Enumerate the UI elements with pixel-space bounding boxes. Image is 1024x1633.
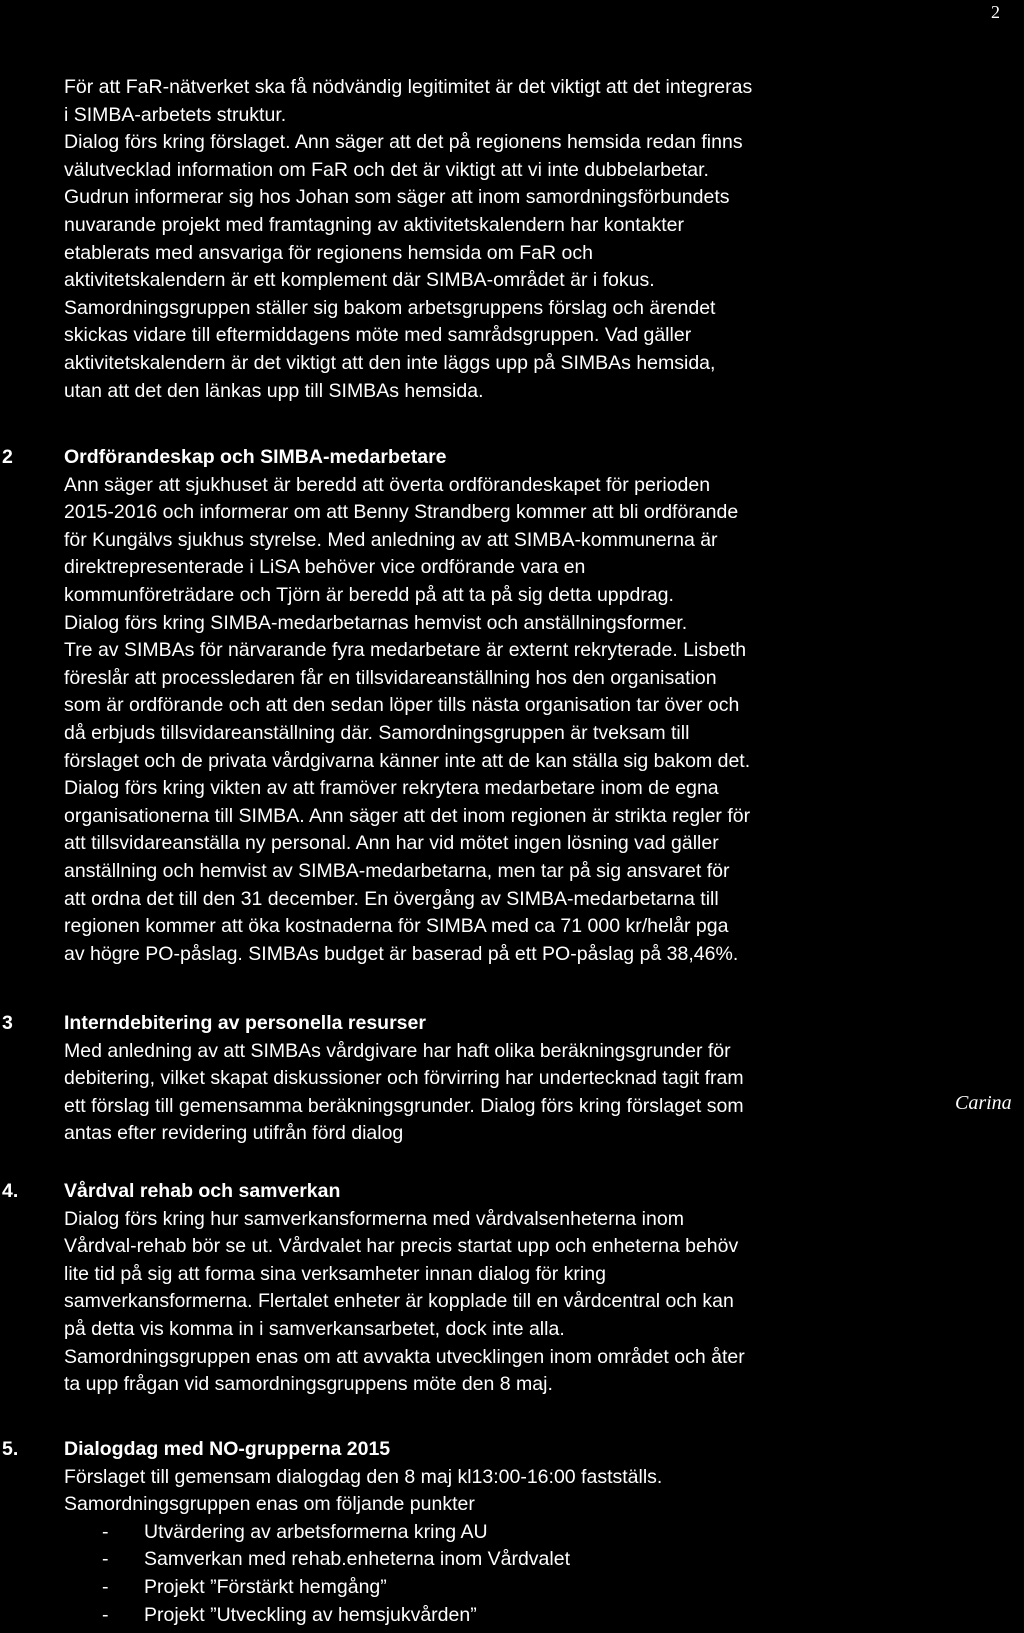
list-item: - Projekt ”Förstärkt hemgång” xyxy=(102,1575,387,1598)
section-5 xyxy=(2,1436,944,1629)
section-title: Interndebitering av personella resurser xyxy=(64,1012,426,1034)
section-body: Ann säger att sjukhuset är beredd att överta ordförandeskapet för perioden 2015-2016 och informerar om att Benny Strandberg kommer att bli ordförande för Kungälvs sjukhus styrelse. Med anledning av att SIMBA-kommunerna är direktrepresenterade i LiSA behöver vice ordförande vara en kommunföreträdare och Tjörn är beredd på att ta på sig detta uppdrag. Dialog förs kring SIMBA-medarbetarnas hemvist och anställningsformer. Tre av SIMBAs för närvarande fyra medarbetare är externt rekryterade. Lisbeth föreslår att processledaren får en tillsvidareanställning hos den organisation som är ordförande och att den sedan löper tills nästa organisation tar över och då erbjuds tillsvidareanställning där. Samordningsgruppen är tveksam till förslaget och de privata vårdgivarna känner inte att de kan ställa sig bakom det. Dialog förs kring vikten av att framöver rekrytera medarbetare inom de egna organisationerna till SIMBA. Ann säger att det inom regionen är strikta regler för att tillsvidareanställa ny personal. Ann har vid mötet ingen lösning vad gäller anställning och hemvist av SIMBA-medarbetarna, men tar på sig ansvaret för att ordna det till den 31 december. En övergång av SIMBA-medarbetarna till regionen kommer att öka kostnaderna för SIMBA med ca 71 000 kr/helår pga av högre PO-påslag. SIMBAs budget är baserad på ett PO-påslag på 38,46%. xyxy=(64,473,751,965)
list-item: - Utvärdering av arbetsformerna kring AU xyxy=(102,1520,488,1543)
agenda-list xyxy=(64,1519,944,1629)
intro-paragraph-block xyxy=(64,74,944,405)
section-title: Vårdval rehab och samverkan xyxy=(64,1180,341,1202)
section-body: Med anledning av att SIMBAs vårdgivare har haft olika beräkningsgrunder för debitering, vilket skapat diskussioner och förvirring har undertecknad tagit fram ett förslag till gemensamma beräkningsgrunder. Dialog förs kring förslaget som antas efter revidering utifrån förd dialog xyxy=(64,1039,744,1145)
margin-note-responsible: Carina xyxy=(955,1092,1012,1114)
section-3 xyxy=(2,1010,944,1148)
section-title: Ordförandeskap och SIMBA-medarbetare xyxy=(64,446,447,468)
section-body: Dialog förs kring hur samverkansformerna med vårdvalsenheterna inom Vårdval-rehab bör se ut. Vårdvalet har precis startat upp och enheterna behöv lite tid på sig att forma sina verksamheter innan dialog för kring samverkansformerna. Flertalet enheter är kopplade till en vårdcentral och kan på detta vis komma in i samverkansarbetet, dock inte alla. Samordningsgruppen enas om att avvakta utvecklingen inom området och åter ta upp frågan vid samordningsgruppens möte den 8 maj. xyxy=(64,1207,745,1396)
section-number: 4. xyxy=(2,1180,19,1202)
section-4 xyxy=(2,1178,944,1399)
section-number: 2 xyxy=(2,446,13,468)
section-title: Dialogdag med NO-grupperna 2015 xyxy=(64,1438,391,1460)
intro-paragraph: För att FaR-nätverket ska få nödvändig legitimitet är det viktigt att det integreras i SIMBA-arbetets struktur. Dialog förs kring förslaget. Ann säger att det på regionens hemsida redan finns välutvecklad information om FaR och det är viktigt att vi inte dubbelarbetar. Gudrun informerar sig hos Johan som säger att inom samordningsförbundets nuvarande projekt med framtagning av aktivitetskalendern har kontakter etablerats med ansvariga för regionens hemsida om FaR och aktivitetskalendern är ett komplement där SIMBA-området är i fokus. Samordningsgruppen ställer sig bakom arbetsgruppens förslag och ärendet skickas vidare till eftermiddagens möte med samrådsgruppen. Vad gäller aktivitetskalendern är det viktigt att den inte läggs upp på SIMBAs hemsida, utan att det den länkas upp till SIMBAs hemsida. xyxy=(64,76,753,402)
list-item: - Projekt ”Utveckling av hemsjukvården” xyxy=(102,1603,477,1626)
section-number: 3 xyxy=(2,1012,13,1034)
section-2 xyxy=(2,444,944,968)
page-number: 2 xyxy=(991,2,1000,22)
list-item: - Samverkan med rehab.enheterna inom Vårdvalet xyxy=(102,1548,570,1571)
section-number: 5. xyxy=(2,1438,19,1460)
section-body: Förslaget till gemensam dialogdag den 8 maj kl13:00-16:00 fastställs. Samordningsgruppen enas om följande punkter xyxy=(64,1465,663,1516)
